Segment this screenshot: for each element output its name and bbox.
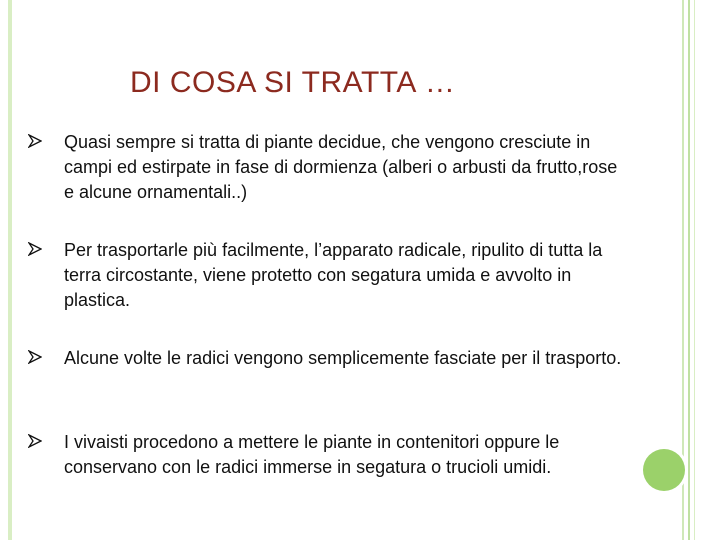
arrow-bullet-icon	[28, 242, 42, 256]
bullet-text: Alcune volte le radici vengono semplicemente fasciate per il trasporto.	[64, 348, 622, 368]
title-text: DI COSA SI TRATTA	[130, 66, 417, 99]
title-ellipsis: …	[424, 66, 456, 99]
arrow-bullet-icon	[28, 350, 42, 364]
bullet-text: I vivaisti procedono a mettere le piante in contenitori oppure le conservano con le radici immerse in segatura o trucioli umidi.	[64, 432, 560, 477]
bullet-text: Per trasportarle più facilmente, l’apparato radicale, ripulito di tutta la terra circostante, viene protetto con segatura umida e avvolto in plastica.	[64, 240, 603, 310]
frame-line	[694, 0, 695, 540]
arrow-bullet-icon	[28, 434, 42, 448]
arrow-bullet-icon	[28, 134, 42, 148]
decorative-green-circle	[643, 449, 685, 491]
frame-line	[688, 0, 690, 540]
left-frame-line	[8, 0, 12, 540]
bullet-text: Quasi sempre si tratta di piante decidue, che vengono cresciute in campi ed estirpate in fase di dormienza (alberi o arbusti da frutto,rose e alcune ornamentali..)	[64, 132, 618, 202]
slide-title	[130, 66, 455, 100]
